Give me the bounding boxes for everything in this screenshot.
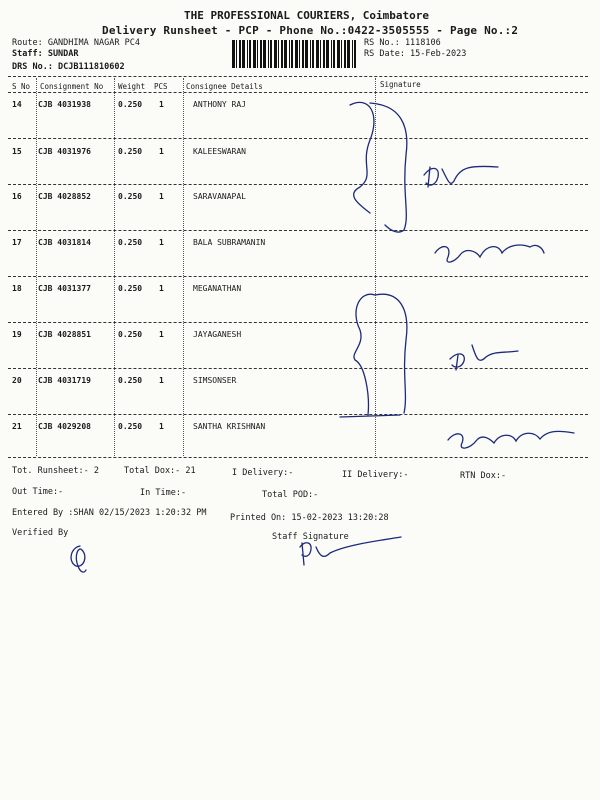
cell-consignee: SANTHA KRISHNAN	[193, 422, 266, 431]
rs-number: RS No.: 1118106	[364, 38, 441, 48]
cell-consignment: CJB 4029208	[38, 422, 91, 431]
staff-signature-label: Staff Signature	[272, 532, 349, 542]
cell-sno: 16	[12, 192, 22, 201]
col-separator	[183, 78, 184, 456]
barcode-bar	[333, 40, 335, 68]
document-subtitle: Delivery Runsheet - PCP - Phone No.:0422-3505555 - Page No.:2	[102, 24, 519, 37]
barcode-bar	[347, 40, 350, 68]
table-header-rule	[8, 92, 588, 93]
barcode-bar	[299, 40, 300, 68]
barcode-bar	[337, 40, 340, 68]
cell-weight: 0.250	[118, 284, 143, 293]
cell-pcs: 1	[159, 192, 164, 201]
signature-row-15	[424, 166, 498, 187]
barcode-bar	[289, 40, 290, 68]
barcode-bar	[281, 40, 283, 68]
cell-pcs: 1	[159, 238, 164, 247]
barcode-bar	[305, 40, 308, 68]
barcode-bar	[257, 40, 258, 68]
cell-sno: 19	[12, 330, 22, 339]
col-pcs: PCS	[154, 82, 168, 91]
cell-pcs: 1	[159, 330, 164, 339]
document-title: THE PROFESSIONAL COURIERS, Coimbatore	[184, 9, 430, 22]
barcode-bar	[242, 40, 245, 68]
col-sno: S No	[12, 82, 31, 91]
verified-by: Verified By	[12, 528, 69, 538]
cell-sno: 20	[12, 376, 22, 385]
cell-weight: 0.250	[118, 238, 143, 247]
cell-sno: 14	[12, 100, 22, 109]
barcode-bar	[320, 40, 321, 68]
barcode-bar	[270, 40, 272, 68]
total-dox: Total Dox:- 21	[124, 466, 196, 476]
cell-weight: 0.250	[118, 147, 143, 156]
signature-row-21	[448, 431, 574, 448]
cell-weight: 0.250	[118, 100, 143, 109]
cell-consignee: BALA SUBRAMANIN	[193, 238, 266, 247]
col-weight: Weight	[118, 82, 146, 91]
total-runsheet: Tot. Runsheet:- 2	[12, 466, 99, 476]
barcode-bar	[268, 40, 269, 68]
barcode-bar	[323, 40, 325, 68]
cell-sno: 18	[12, 284, 22, 293]
cell-consignee: SARAVANAPAL	[193, 192, 246, 201]
cell-pcs: 1	[159, 376, 164, 385]
barcode	[232, 40, 356, 68]
cell-pcs: 1	[159, 284, 164, 293]
barcode-bar	[236, 40, 237, 68]
col-consignee: Consignee Details	[186, 82, 263, 91]
cell-consignment: CJB 4028852	[38, 192, 91, 201]
staff-signature-mark	[296, 535, 406, 570]
barcode-bar	[239, 40, 241, 68]
barcode-bar	[247, 40, 248, 68]
barcode-bar	[302, 40, 304, 68]
barcode-bar	[232, 40, 235, 68]
barcode-bar	[331, 40, 332, 68]
barcode-bar	[312, 40, 314, 68]
total-pod: Total POD:-	[262, 490, 319, 500]
barcode-bar	[352, 40, 353, 68]
verified-signature-mark	[62, 542, 102, 576]
cell-consignee: KALEESWARAN	[193, 147, 246, 156]
col-consignment: Consignment No	[40, 82, 104, 91]
barcode-bar	[295, 40, 298, 68]
barcode-bar	[344, 40, 346, 68]
cell-consignee: SIMSONSER	[193, 376, 237, 385]
barcode-bar	[249, 40, 251, 68]
first-delivery: I Delivery:-	[232, 468, 294, 478]
cell-weight: 0.250	[118, 192, 143, 201]
barcode-bar	[278, 40, 279, 68]
cell-consignment: CJB 4031377	[38, 284, 91, 293]
cell-consignee: JAYAGANESH	[193, 330, 242, 339]
signature-row-19	[450, 345, 518, 370]
cell-consignment: CJB 4031938	[38, 100, 91, 109]
cell-consignment: CJB 4031719	[38, 376, 91, 385]
cell-sno: 21	[12, 422, 22, 431]
out-time: Out Time:-	[12, 487, 64, 497]
cell-sno: 15	[12, 147, 22, 156]
in-time: In Time:-	[140, 488, 187, 498]
barcode-bar	[260, 40, 262, 68]
col-signature: Signature	[380, 80, 421, 89]
barcode-bar	[354, 40, 356, 68]
cell-consignment: CJB 4031976	[38, 147, 91, 156]
barcode-bar	[253, 40, 256, 68]
barcode-bar	[341, 40, 342, 68]
rs-date: RS Date: 15-Feb-2023	[364, 49, 467, 59]
col-separator	[114, 78, 115, 456]
barcode-bar	[263, 40, 266, 68]
barcode-bar	[274, 40, 277, 68]
cell-weight: 0.250	[118, 422, 143, 431]
cell-sno: 17	[12, 238, 22, 247]
table-bottom-rule	[8, 457, 588, 458]
barcode-bar	[291, 40, 293, 68]
cell-weight: 0.250	[118, 376, 143, 385]
second-delivery: II Delivery:-	[342, 470, 409, 480]
route-label: Route: GANDHIMA NAGAR PC4	[12, 38, 140, 48]
barcode-bar	[316, 40, 319, 68]
cell-consignment: CJB 4031814	[38, 238, 91, 247]
cell-consignment: CJB 4028851	[38, 330, 91, 339]
barcode-bar	[326, 40, 329, 68]
bracket-mark-bottom	[340, 294, 407, 417]
printed-on: Printed On: 15-02-2023 13:20:28	[230, 513, 389, 523]
table-top-rule	[8, 76, 588, 77]
cell-weight: 0.250	[118, 330, 143, 339]
cell-pcs: 1	[159, 147, 164, 156]
cell-consignee: ANTHONY RAJ	[193, 100, 246, 109]
entered-by: Entered By :SHAN 02/15/2023 1:20:32 PM	[12, 508, 207, 518]
drs-number: DRS No.: DCJB111810602	[12, 62, 125, 72]
cell-pcs: 1	[159, 100, 164, 109]
return-dox: RTN Dox:-	[460, 471, 507, 481]
handwritten-signatures	[330, 95, 600, 455]
signature-row-17	[435, 245, 544, 262]
barcode-bar	[310, 40, 311, 68]
barcode-bar	[284, 40, 287, 68]
cell-pcs: 1	[159, 422, 164, 431]
cell-consignee: MEGANATHAN	[193, 284, 242, 293]
col-separator	[36, 78, 37, 456]
bracket-mark-top	[350, 102, 407, 232]
staff-label: Staff: SUNDAR	[12, 49, 79, 59]
